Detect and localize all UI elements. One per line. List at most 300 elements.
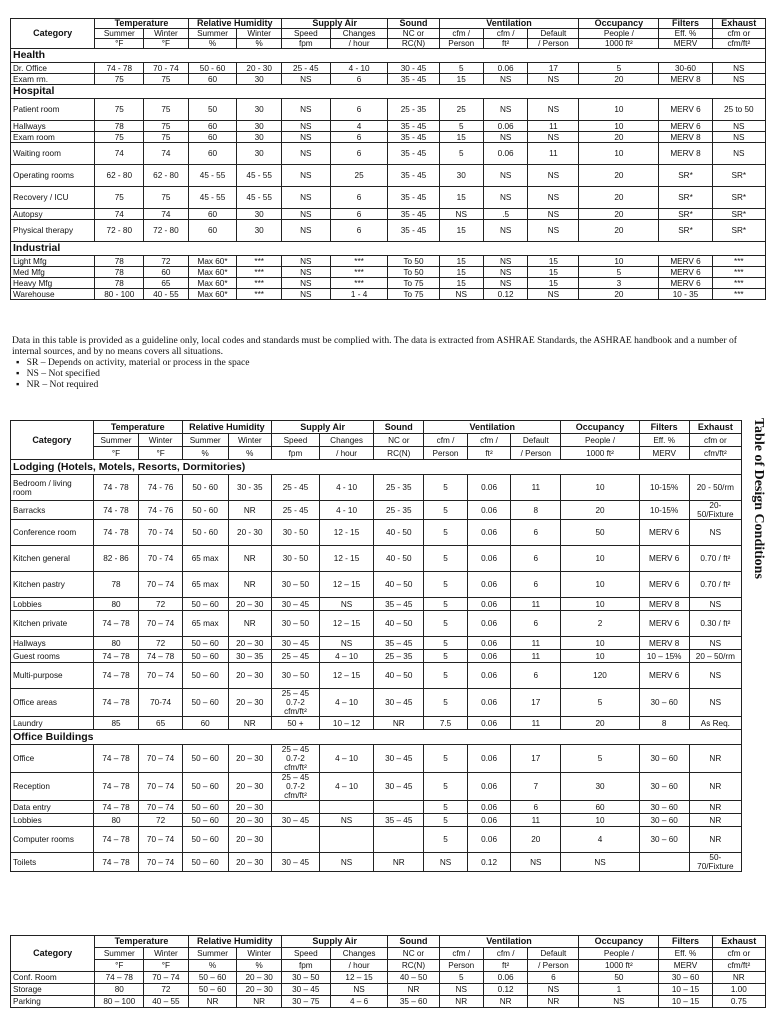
table-cell: 10 [561, 598, 639, 611]
table-cell: 75 [144, 132, 188, 143]
table-cell: 72 [144, 256, 188, 267]
table-cell: 30 – 45 [374, 745, 424, 773]
table-cell: 0.06 [467, 546, 511, 572]
table-cell: 45 - 55 [188, 165, 237, 187]
table-cell: 5 [439, 143, 483, 165]
table-cell [374, 801, 424, 814]
table-row [11, 637, 742, 650]
row-label: Kitchen pastry [11, 572, 94, 598]
group-header: Filters [639, 421, 689, 434]
table-cell: 20 – 30 [228, 637, 272, 650]
table-cell: MERV 6 [639, 520, 689, 546]
table-row [11, 689, 742, 717]
table-cell: SR* [712, 165, 765, 187]
table-cell: 50 [579, 972, 659, 984]
group-header: Sound [388, 19, 439, 29]
table-cell: 5 [579, 63, 659, 74]
table-cell: 74 [95, 209, 144, 220]
group-header: Temperature [95, 936, 188, 948]
table-cell: 70 – 74 [139, 745, 183, 773]
table-cell: 78 [95, 256, 144, 267]
table-cell: 50 – 60 [182, 745, 228, 773]
table-cell: NS [281, 220, 330, 242]
subheader-cell: cfm / [483, 948, 527, 960]
table-cell: 80 [93, 598, 139, 611]
table-cell: 35 - 45 [388, 132, 439, 143]
row-label: Exam room [11, 132, 95, 143]
table-cell: 10 [579, 256, 659, 267]
table-cell: NS [579, 996, 659, 1008]
table-cell: 70 – 74 [139, 572, 183, 598]
table-cell: *** [712, 256, 765, 267]
unit-cell: % [188, 960, 237, 972]
table-cell: 35 - 45 [388, 74, 439, 85]
table-cell: NS [281, 256, 330, 267]
table-cell: 60 [188, 132, 237, 143]
table-cell: Max 60* [188, 289, 237, 300]
table-cell: MERV 6 [639, 663, 689, 689]
table-row [11, 598, 742, 611]
group-header: Exhaust [712, 936, 765, 948]
table-cell: 65 max [182, 546, 228, 572]
table-cell: 50 – 60 [182, 814, 228, 827]
table-cell: NS [689, 689, 741, 717]
subheader-cell: cfm / [483, 29, 527, 39]
table-cell [272, 827, 320, 853]
table-row [11, 165, 766, 187]
table-cell: 5 [579, 267, 659, 278]
table-cell: NR [689, 801, 741, 814]
table-cell: NS [528, 187, 579, 209]
subheader-cell: Changes [330, 948, 388, 960]
table-cell: 17 [528, 63, 579, 74]
table-cell: 6 [528, 972, 579, 984]
table-cell: 4 – 10 [319, 745, 373, 773]
table-cell: NR [188, 996, 237, 1008]
table-cell: 0.06 [467, 745, 511, 773]
row-label: Patient room [11, 99, 95, 121]
unit-cell: ft² [467, 447, 511, 460]
table-cell: 50 – 60 [182, 853, 228, 872]
table-cell: 120 [561, 663, 639, 689]
table-cell: 5 [424, 637, 468, 650]
table-cell: 30 [237, 99, 281, 121]
table-cell: 74 - 76 [139, 501, 183, 520]
table-cell: 72 [139, 598, 183, 611]
table-cell: NR [228, 717, 272, 730]
table-cell: 1 [579, 984, 659, 996]
table-cell: 0.06 [467, 814, 511, 827]
table-cell: 15 [528, 267, 579, 278]
table-cell: SR* [659, 220, 712, 242]
table-cell: NS [712, 143, 765, 165]
table-cell: 0.06 [467, 689, 511, 717]
table-cell: 0.06 [483, 143, 527, 165]
table-cell: 50 - 60 [182, 475, 228, 501]
row-label: Conference room [11, 520, 94, 546]
table-cell: 20 [579, 220, 659, 242]
row-label: Barracks [11, 501, 94, 520]
table-cell: 50 - 60 [182, 501, 228, 520]
subheader-cell: Summer [188, 29, 237, 39]
table-cell: 12 – 15 [319, 572, 373, 598]
table-cell: NR [228, 572, 272, 598]
table-cell: 20 – 30 [228, 814, 272, 827]
table-cell: 80 [95, 984, 144, 996]
table-cell: 50 – 60 [182, 689, 228, 717]
table-cell: NS [483, 256, 527, 267]
table-row [11, 611, 742, 637]
table-cell: 74 – 78 [93, 689, 139, 717]
table-cell: MERV 8 [659, 143, 712, 165]
table-cell: 40 - 55 [144, 289, 188, 300]
table-cell: NS [528, 99, 579, 121]
table-cell: 17 [511, 689, 561, 717]
table-cell: Max 60* [188, 267, 237, 278]
table-cell: 74 – 78 [93, 853, 139, 872]
row-label: Office areas [11, 689, 94, 717]
table-cell: 10 [579, 143, 659, 165]
section-title: Industrial [11, 242, 766, 256]
table-row [11, 289, 766, 300]
table-cell: 0.70 / ft² [689, 546, 741, 572]
group-header: Temperature [95, 19, 188, 29]
table-cell: NS [689, 520, 741, 546]
row-label: Med Mfg [11, 267, 95, 278]
table-cell: SR* [712, 220, 765, 242]
table-cell: 30 [237, 220, 281, 242]
table-cell: 50 [188, 99, 237, 121]
table-cell: 11 [528, 121, 579, 132]
unit-cell: / hour [330, 39, 388, 49]
table-cell: 4 [561, 827, 639, 853]
table-cell: 30 - 50 [272, 546, 320, 572]
table-cell: 25 - 45 [272, 475, 320, 501]
table-cell: 15 [439, 132, 483, 143]
table-cell: 2 [561, 611, 639, 637]
table-cell: MERV 8 [659, 132, 712, 143]
table-cell: 11 [511, 598, 561, 611]
table-cell [319, 801, 373, 814]
subheader-cell: Summer [182, 434, 228, 447]
table-row [11, 121, 766, 132]
table-cell: NS [528, 984, 579, 996]
table-cell: 4 - 10 [319, 475, 373, 501]
subheader-cell: Winter [237, 948, 281, 960]
table-cell: 60 [188, 209, 237, 220]
design-conditions-table-2 [10, 420, 742, 872]
table-row [11, 650, 742, 663]
table-cell: 35 – 60 [388, 996, 439, 1008]
notes-paragraph: Data in this table is provided as a guideline only, local codes and standards must be complied with. The data is extracted from ASHRAE Standards, the ASHRAE handbook and a number of internal sources, and by no means covers all situations. [12, 335, 737, 357]
table-cell: 4 – 10 [319, 689, 373, 717]
table-cell: 40 - 50 [374, 520, 424, 546]
row-label: Physical therapy [11, 220, 95, 242]
table-row [11, 143, 766, 165]
table-cell: NR [528, 996, 579, 1008]
table-cell: 20 – 30 [237, 972, 281, 984]
subheader-cell: People / [561, 434, 639, 447]
table-cell: 50 - 60 [188, 63, 237, 74]
table-cell: NS [689, 598, 741, 611]
unit-cell: 1000 ft² [561, 447, 639, 460]
table-cell: *** [330, 256, 388, 267]
table-cell: 30 – 35 [228, 650, 272, 663]
group-header: Sound [374, 421, 424, 434]
table-cell: NS [483, 220, 527, 242]
table-cell: 5 [424, 475, 468, 501]
table-cell: 6 [330, 143, 388, 165]
unit-cell: 1000 ft² [579, 39, 659, 49]
table-cell: 0.12 [467, 853, 511, 872]
row-label: Guest rooms [11, 650, 94, 663]
table-cell: 30 [439, 165, 483, 187]
table-cell: 65 [139, 717, 183, 730]
table-cell: 0.75 [712, 996, 765, 1008]
subheader-cell: Winter [237, 29, 281, 39]
table-cell: 12 - 15 [319, 546, 373, 572]
table-row [11, 984, 766, 996]
table-cell: 30 – 60 [639, 773, 689, 801]
table-cell: NS [281, 99, 330, 121]
table-cell: NR [483, 996, 527, 1008]
table-cell: MERV 6 [639, 572, 689, 598]
table-cell: 30 – 45 [374, 689, 424, 717]
table-cell: 0.06 [467, 598, 511, 611]
row-label: Lobbies [11, 598, 94, 611]
unit-cell: ft² [483, 960, 527, 972]
group-header: Ventilation [439, 936, 579, 948]
table-cell: MERV 6 [659, 278, 712, 289]
table-cell: 20 – 30 [237, 984, 281, 996]
table-cell: 74 – 78 [93, 611, 139, 637]
table-cell: 65 max [182, 572, 228, 598]
table-cell: 30 – 50 [272, 572, 320, 598]
subheader-cell: Speed [272, 434, 320, 447]
table-cell: Max 60* [188, 278, 237, 289]
table-cell: 50 + [272, 717, 320, 730]
table-cell: NS [483, 74, 527, 85]
subheader-cell: People / [579, 948, 659, 960]
table-cell: 75 [95, 132, 144, 143]
table-cell: 25 - 35 [374, 501, 424, 520]
table-cell: 4 – 6 [330, 996, 388, 1008]
table-row [11, 256, 766, 267]
subheader-cell: Summer [95, 948, 144, 960]
table-cell: NS [483, 187, 527, 209]
table-cell: 10 [561, 637, 639, 650]
table-cell: 75 [95, 99, 144, 121]
table-cell: 4 – 10 [319, 650, 373, 663]
subheader-cell: NC or [374, 434, 424, 447]
unit-cell: fpm [272, 447, 320, 460]
table-cell: 72 [139, 637, 183, 650]
table-cell: 75 [144, 187, 188, 209]
table-cell: 1.00 [712, 984, 765, 996]
row-label: Kitchen general [11, 546, 94, 572]
table-cell: 4 - 10 [330, 63, 388, 74]
subheader-cell: Summer [93, 434, 139, 447]
table-cell: 35 - 45 [388, 121, 439, 132]
design-conditions-table-1 [10, 18, 766, 300]
note-item-ns: ▪ NS – Not specified [16, 368, 100, 379]
table-cell: NS [528, 165, 579, 187]
table-cell: NS [281, 121, 330, 132]
table-cell: NR [439, 996, 483, 1008]
row-label: Toilets [11, 853, 94, 872]
table-cell: 6 [511, 520, 561, 546]
subheader-cell: NC or [388, 948, 439, 960]
table-cell: 5 [424, 611, 468, 637]
table-cell: 70 - 74 [144, 63, 188, 74]
table-cell: 11 [511, 650, 561, 663]
table-cell: 78 [95, 121, 144, 132]
table-cell: NS [439, 209, 483, 220]
table-cell: *** [237, 278, 281, 289]
table-cell: 74 - 78 [93, 501, 139, 520]
table-cell: *** [712, 267, 765, 278]
table-row [11, 501, 742, 520]
table-cell: *** [237, 267, 281, 278]
table-cell: 70 – 74 [139, 663, 183, 689]
group-header: Relative Humidity [188, 936, 281, 948]
table-cell: 10 - 35 [659, 289, 712, 300]
table-cell: 10 [561, 814, 639, 827]
table-cell: 74 – 78 [93, 827, 139, 853]
table-cell: 10 [561, 650, 639, 663]
table-cell: 0.06 [467, 801, 511, 814]
section-title: Office Buildings [11, 730, 742, 745]
table-cell: 74 - 78 [95, 63, 144, 74]
row-label: Office [11, 745, 94, 773]
table-cell: 0.06 [467, 637, 511, 650]
table-cell: 50 - 60 [182, 520, 228, 546]
table-cell: 70-74 [139, 689, 183, 717]
table-cell: 80 [93, 814, 139, 827]
table-cell: 10 – 15% [639, 650, 689, 663]
table-cell: 62 - 80 [95, 165, 144, 187]
table-row [11, 99, 766, 121]
table-cell: 11 [511, 717, 561, 730]
table-cell: 20 [579, 165, 659, 187]
table-cell: 5 [424, 650, 468, 663]
table-cell: NS [528, 209, 579, 220]
table-cell: 30 – 60 [639, 689, 689, 717]
unit-cell: 1000 ft² [579, 960, 659, 972]
table-cell: 80 – 100 [95, 996, 144, 1008]
table-cell: 35 - 45 [388, 165, 439, 187]
table-cell: 20 – 30 [228, 773, 272, 801]
table-cell: 60 [561, 801, 639, 814]
table-cell: 70 – 74 [139, 773, 183, 801]
table-cell: 74 - 78 [93, 475, 139, 501]
table-cell: 30 – 50 [281, 972, 330, 984]
table-cell: 60 [144, 267, 188, 278]
table-cell: 20 – 30 [228, 745, 272, 773]
table-cell: 40 - 50 [374, 546, 424, 572]
subheader-cell: Changes [319, 434, 373, 447]
unit-cell: Person [439, 960, 483, 972]
table-cell: *** [330, 278, 388, 289]
unit-cell: Person [424, 447, 468, 460]
table-row [11, 801, 742, 814]
table-cell: 5 [424, 663, 468, 689]
table-row [11, 663, 742, 689]
table-cell: 30 – 45 [272, 814, 320, 827]
row-label: Operating rooms [11, 165, 95, 187]
unit-cell: / Person [528, 960, 579, 972]
table-cell: 6 [511, 663, 561, 689]
unit-cell: / hour [319, 447, 373, 460]
subheader-cell: Eff. % [659, 29, 712, 39]
table-cell: NS [281, 278, 330, 289]
table-cell: 62 - 80 [144, 165, 188, 187]
table-cell: 10 – 12 [319, 717, 373, 730]
table-cell: NS [281, 267, 330, 278]
table-cell: 25 - 35 [374, 475, 424, 501]
subheader-cell: Default [528, 948, 579, 960]
subheader-cell: Default [528, 29, 579, 39]
table-cell: To 50 [388, 267, 439, 278]
table-cell: *** [712, 278, 765, 289]
table-cell: 6 [511, 572, 561, 598]
table-cell: 78 [95, 267, 144, 278]
table-cell: 30 – 60 [639, 801, 689, 814]
table-cell: 25 – 45 [272, 650, 320, 663]
table-cell: NR [228, 546, 272, 572]
table-cell: 75 [95, 187, 144, 209]
subheader-cell: Changes [330, 29, 388, 39]
subheader-cell: cfm / [439, 948, 483, 960]
table-cell: 0.06 [467, 572, 511, 598]
table-cell: NR [237, 996, 281, 1008]
subheader-cell: Winter [139, 434, 183, 447]
table-cell: .5 [483, 209, 527, 220]
table-row [11, 63, 766, 74]
subheader-cell: Winter [144, 29, 188, 39]
table-cell: 30 – 45 [272, 637, 320, 650]
table-cell: 5 [424, 814, 468, 827]
table-cell: 20 – 30 [228, 663, 272, 689]
table-row [11, 814, 742, 827]
subheader-cell: Eff. % [639, 434, 689, 447]
table-row [11, 220, 766, 242]
table-cell: 10-15% [639, 475, 689, 501]
group-header: Filters [659, 936, 712, 948]
table-cell: MERV 6 [639, 611, 689, 637]
table-cell: NR [228, 501, 272, 520]
table-cell: MERV 8 [639, 637, 689, 650]
row-label: Recovery / ICU [11, 187, 95, 209]
table-cell: 0.06 [467, 611, 511, 637]
table-cell: 15 [439, 74, 483, 85]
unit-cell: °F [144, 960, 188, 972]
table-cell: 30 - 45 [388, 63, 439, 74]
table-cell: 74 [144, 143, 188, 165]
table-cell: 35 - 45 [388, 143, 439, 165]
table-cell [374, 827, 424, 853]
table-cell: 0.06 [467, 773, 511, 801]
table-cell: 4 – 10 [319, 773, 373, 801]
table-cell: 5 [424, 546, 468, 572]
table-cell: 0.06 [483, 63, 527, 74]
table-cell: MERV 6 [659, 121, 712, 132]
table-cell: 30 – 45 [374, 773, 424, 801]
table-cell: SR* [659, 209, 712, 220]
table-cell: 74 – 78 [95, 972, 144, 984]
row-label: Heavy Mfg [11, 278, 95, 289]
table-cell: 5 [561, 745, 639, 773]
